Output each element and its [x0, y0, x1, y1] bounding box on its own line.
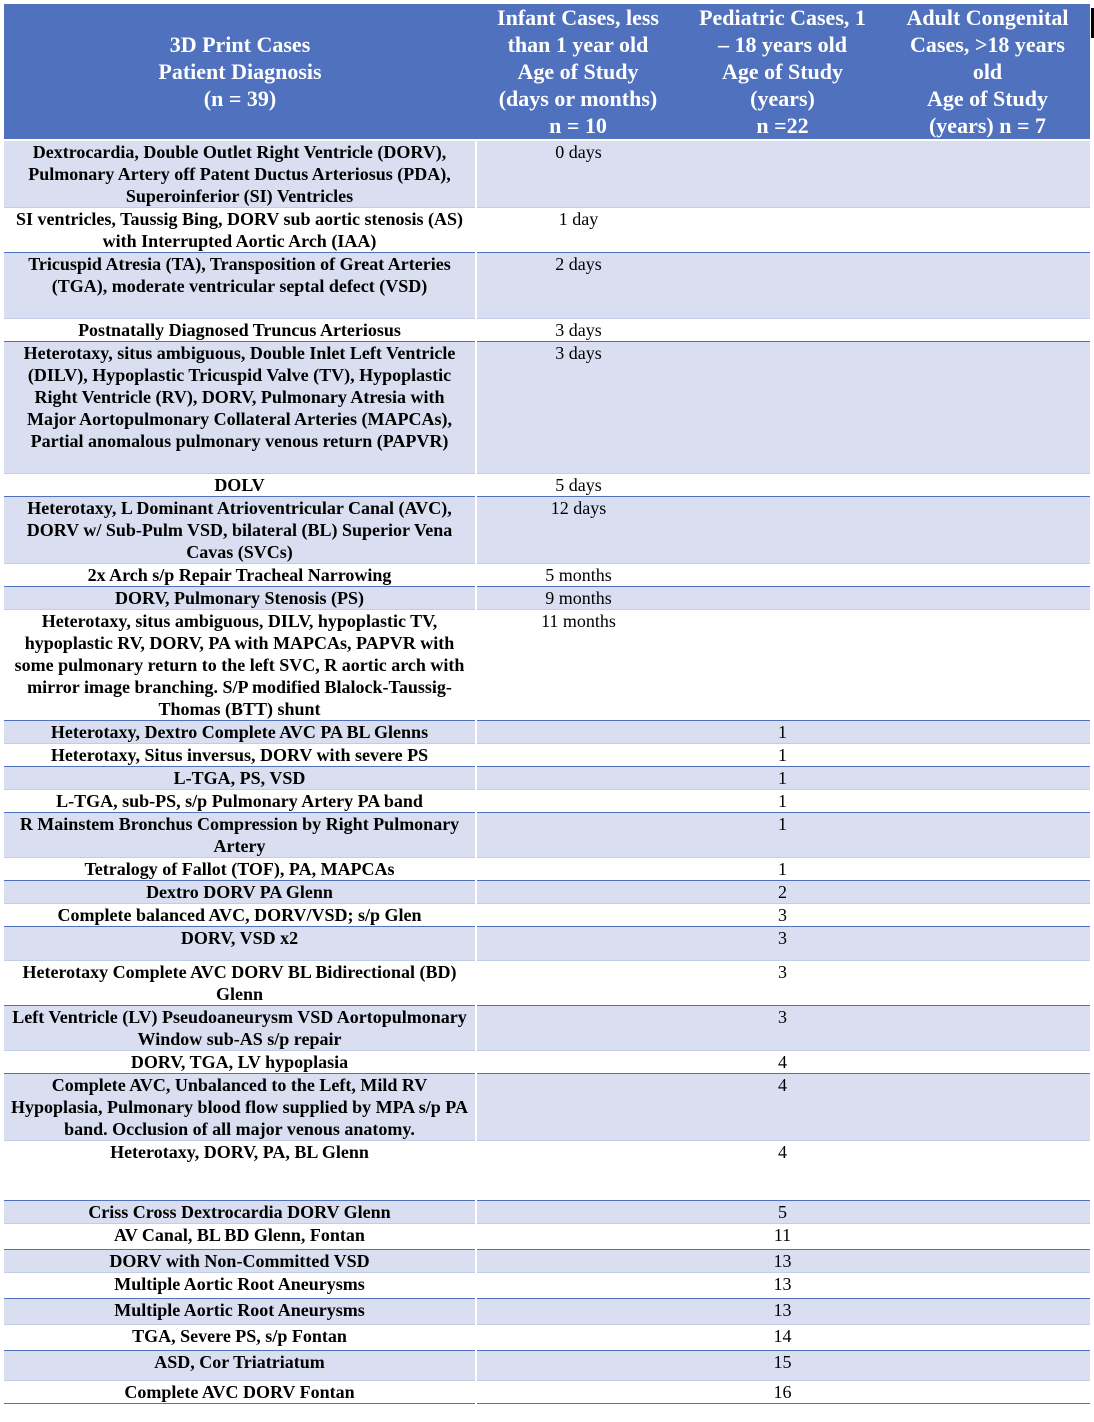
table-row: [4, 1325, 1090, 1351]
pediatric-age-cell: 4: [680, 1051, 885, 1074]
diagnosis-cell: DORV, VSD x2: [4, 927, 476, 961]
table-row: [4, 140, 1090, 208]
table-row: [4, 1074, 1090, 1141]
table-row: [4, 961, 1090, 1006]
infant-age-cell: [476, 1273, 680, 1299]
table-row: [4, 1141, 1090, 1201]
table-header: [4, 4, 1090, 140]
infant-age-cell: [476, 813, 680, 858]
diagnosis-cell: ASD, Cor Triatriatum: [4, 1351, 476, 1381]
adult-age-cell: [885, 253, 1090, 319]
table-row: [4, 1381, 1090, 1404]
table-row: [4, 927, 1090, 961]
infant-age-cell: [476, 1201, 680, 1224]
cases-table: [4, 4, 1090, 1404]
table-row: [4, 564, 1090, 587]
table-row: [4, 497, 1090, 564]
table-row: [4, 1250, 1090, 1273]
pediatric-age-cell: [680, 140, 885, 208]
diagnosis-cell: DORV with Non-Committed VSD: [4, 1250, 476, 1273]
adult-age-cell: [885, 1351, 1090, 1381]
adult-age-cell: [885, 610, 1090, 721]
adult-age-cell: [885, 790, 1090, 813]
adult-age-cell: [885, 927, 1090, 961]
diagnosis-cell: Dextrocardia, Double Outlet Right Ventricle (DORV), Pulmonary Artery off Patent Ductus Arteriosus (PDA), Superoinferior (SI) Ventricles: [4, 140, 476, 208]
infant-age-cell: 5 months: [476, 564, 680, 587]
diagnosis-cell: TGA, Severe PS, s/p Fontan: [4, 1325, 476, 1351]
diagnosis-cell: Multiple Aortic Root Aneurysms: [4, 1299, 476, 1325]
header-diagnosis: 3D Print Cases Patient Diagnosis (n = 39): [4, 4, 476, 140]
infant-age-cell: [476, 961, 680, 1006]
infant-age-cell: [476, 904, 680, 927]
adult-age-cell: [885, 904, 1090, 927]
table-row: [4, 813, 1090, 858]
pediatric-age-cell: 3: [680, 1006, 885, 1051]
infant-age-cell: 12 days: [476, 497, 680, 564]
pediatric-age-cell: 1: [680, 813, 885, 858]
infant-age-cell: 3 days: [476, 342, 680, 474]
diagnosis-cell: Tricuspid Atresia (TA), Transposition of Great Arteries (TGA), moderate ventricular septal defect (VSD): [4, 253, 476, 319]
infant-age-cell: [476, 1351, 680, 1381]
adult-age-cell: [885, 1074, 1090, 1141]
adult-age-cell: [885, 858, 1090, 881]
infant-age-cell: [476, 1325, 680, 1351]
infant-age-cell: [476, 744, 680, 767]
pediatric-age-cell: [680, 208, 885, 253]
diagnosis-cell: Complete balanced AVC, DORV/VSD; s/p Glen: [4, 904, 476, 927]
pediatric-age-cell: 13: [680, 1250, 885, 1273]
table-row: [4, 1351, 1090, 1381]
adult-age-cell: [885, 1224, 1090, 1250]
adult-age-cell: [885, 140, 1090, 208]
table-row: [4, 744, 1090, 767]
adult-age-cell: [885, 474, 1090, 497]
pediatric-age-cell: 3: [680, 904, 885, 927]
diagnosis-cell: Postnatally Diagnosed Truncus Arteriosus: [4, 319, 476, 342]
infant-age-cell: [476, 927, 680, 961]
diagnosis-cell: Heterotaxy, Dextro Complete AVC PA BL Glenns: [4, 721, 476, 744]
pediatric-age-cell: 2: [680, 881, 885, 904]
adult-age-cell: [885, 1299, 1090, 1325]
table-row: [4, 1224, 1090, 1250]
adult-age-cell: [885, 1051, 1090, 1074]
adult-age-cell: [885, 342, 1090, 474]
table-row: [4, 587, 1090, 610]
table-row: [4, 1006, 1090, 1051]
pediatric-age-cell: 1: [680, 721, 885, 744]
infant-age-cell: 11 months: [476, 610, 680, 721]
adult-age-cell: [885, 744, 1090, 767]
adult-age-cell: [885, 813, 1090, 858]
adult-age-cell: [885, 1381, 1090, 1404]
infant-age-cell: [476, 858, 680, 881]
adult-age-cell: [885, 721, 1090, 744]
diagnosis-cell: Complete AVC, Unbalanced to the Left, Mild RV Hypoplasia, Pulmonary blood flow supplied by MPA s/p PA band. Occlusion of all major venous anatomy.: [4, 1074, 476, 1141]
diagnosis-cell: L-TGA, PS, VSD: [4, 767, 476, 790]
diagnosis-cell: Heterotaxy, DORV, PA, BL Glenn: [4, 1141, 476, 1201]
pediatric-age-cell: [680, 319, 885, 342]
table-row: [4, 208, 1090, 253]
infant-age-cell: [476, 790, 680, 813]
diagnosis-cell: Dextro DORV PA Glenn: [4, 881, 476, 904]
diagnosis-cell: DORV, Pulmonary Stenosis (PS): [4, 587, 476, 610]
adult-age-cell: [885, 1250, 1090, 1273]
infant-age-cell: [476, 1141, 680, 1201]
infant-age-cell: [476, 721, 680, 744]
table-row: [4, 904, 1090, 927]
pediatric-age-cell: 3: [680, 927, 885, 961]
pediatric-age-cell: 4: [680, 1074, 885, 1141]
infant-age-cell: [476, 881, 680, 904]
pediatric-age-cell: 16: [680, 1381, 885, 1404]
diagnosis-cell: L-TGA, sub-PS, s/p Pulmonary Artery PA band: [4, 790, 476, 813]
adult-age-cell: [885, 881, 1090, 904]
adult-age-cell: [885, 961, 1090, 1006]
infant-age-cell: 3 days: [476, 319, 680, 342]
pediatric-age-cell: [680, 610, 885, 721]
diagnosis-cell: AV Canal, BL BD Glenn, Fontan: [4, 1224, 476, 1250]
table-row: [4, 342, 1090, 474]
header-infant: Infant Cases, less than 1 year old Age of Study (days or months) n = 10: [476, 4, 680, 140]
pediatric-age-cell: 14: [680, 1325, 885, 1351]
infant-age-cell: [476, 1006, 680, 1051]
pediatric-age-cell: 15: [680, 1351, 885, 1381]
adult-age-cell: [885, 1325, 1090, 1351]
table-row: [4, 610, 1090, 721]
diagnosis-cell: R Mainstem Bronchus Compression by Right Pulmonary Artery: [4, 813, 476, 858]
table-body: [4, 140, 1090, 1404]
pediatric-age-cell: 5: [680, 1201, 885, 1224]
pediatric-age-cell: [680, 497, 885, 564]
infant-age-cell: [476, 1250, 680, 1273]
pediatric-age-cell: 13: [680, 1299, 885, 1325]
adult-age-cell: [885, 767, 1090, 790]
adult-age-cell: [885, 1273, 1090, 1299]
table-row: [4, 1299, 1090, 1325]
table-row: [4, 319, 1090, 342]
diagnosis-cell: 2x Arch s/p Repair Tracheal Narrowing: [4, 564, 476, 587]
adult-age-cell: [885, 319, 1090, 342]
diagnosis-cell: DORV, TGA, LV hypoplasia: [4, 1051, 476, 1074]
adult-age-cell: [885, 1141, 1090, 1201]
pediatric-age-cell: 4: [680, 1141, 885, 1201]
pediatric-age-cell: 1: [680, 767, 885, 790]
header-adult: Adult Congenital Cases, >18 years old Age of Study (years) n = 7: [885, 4, 1090, 140]
infant-age-cell: 2 days: [476, 253, 680, 319]
pediatric-age-cell: 1: [680, 858, 885, 881]
infant-age-cell: [476, 1299, 680, 1325]
pediatric-age-cell: [680, 253, 885, 319]
table-row: [4, 721, 1090, 744]
adult-age-cell: [885, 564, 1090, 587]
pediatric-age-cell: 1: [680, 790, 885, 813]
diagnosis-cell: Criss Cross Dextrocardia DORV Glenn: [4, 1201, 476, 1224]
diagnosis-cell: Left Ventricle (LV) Pseudoaneurysm VSD Aortopulmonary Window sub-AS s/p repair: [4, 1006, 476, 1051]
diagnosis-cell: Heterotaxy, situs ambiguous, DILV, hypoplastic TV, hypoplastic RV, DORV, PA with MAPCAs, PAPVR with some pulmonary return to the left SVC, R aortic arch with mirror image branching. S/P modified Blalock-Taussig-Thomas (BTT) shunt: [4, 610, 476, 721]
adult-age-cell: [885, 1201, 1090, 1224]
pediatric-age-cell: [680, 587, 885, 610]
diagnosis-cell: Heterotaxy, situs ambiguous, Double Inlet Left Ventricle (DILV), Hypoplastic Tricuspid Valve (TV), Hypoplastic Right Ventricle (RV), DORV, Pulmonary Atresia with Major Aortopulmonary Collateral Arteries (MAPCAs), Partial anomalous pulmonary venous return (PAPVR): [4, 342, 476, 474]
table-row: [4, 474, 1090, 497]
diagnosis-cell: Complete AVC DORV Fontan: [4, 1381, 476, 1404]
diagnosis-cell: Heterotaxy, Situs inversus, DORV with severe PS: [4, 744, 476, 767]
adult-age-cell: [885, 208, 1090, 253]
adult-age-cell: [885, 587, 1090, 610]
infant-age-cell: [476, 1074, 680, 1141]
infant-age-cell: [476, 1051, 680, 1074]
pediatric-age-cell: 1: [680, 744, 885, 767]
diagnosis-cell: Tetralogy of Fallot (TOF), PA, MAPCAs: [4, 858, 476, 881]
table-row: [4, 1201, 1090, 1224]
pediatric-age-cell: 3: [680, 961, 885, 1006]
table-row: [4, 253, 1090, 319]
pediatric-age-cell: [680, 342, 885, 474]
table-row: [4, 881, 1090, 904]
diagnosis-cell: SI ventricles, Taussig Bing, DORV sub aortic stenosis (AS) with Interrupted Aortic Arch (IAA): [4, 208, 476, 253]
table-row: [4, 1051, 1090, 1074]
pediatric-age-cell: [680, 564, 885, 587]
diagnosis-cell: Heterotaxy Complete AVC DORV BL Bidirectional (BD) Glenn: [4, 961, 476, 1006]
infant-age-cell: 0 days: [476, 140, 680, 208]
infant-age-cell: [476, 1224, 680, 1250]
infant-age-cell: 9 months: [476, 587, 680, 610]
diagnosis-cell: DOLV: [4, 474, 476, 497]
infant-age-cell: 1 day: [476, 208, 680, 253]
header-pediatric: Pediatric Cases, 1 – 18 years old Age of Study (years) n =22: [680, 4, 885, 140]
pediatric-age-cell: 11: [680, 1224, 885, 1250]
header-row: [4, 4, 1090, 140]
cases-table-wrapper: [4, 4, 1090, 1404]
infant-age-cell: [476, 767, 680, 790]
table-row: [4, 1273, 1090, 1299]
diagnosis-cell: Multiple Aortic Root Aneurysms: [4, 1273, 476, 1299]
infant-age-cell: [476, 1381, 680, 1404]
adult-age-cell: [885, 497, 1090, 564]
pediatric-age-cell: 13: [680, 1273, 885, 1299]
adult-age-cell: [885, 1006, 1090, 1051]
table-row: [4, 858, 1090, 881]
infant-age-cell: 5 days: [476, 474, 680, 497]
table-row: [4, 767, 1090, 790]
diagnosis-cell: Heterotaxy, L Dominant Atrioventricular Canal (AVC), DORV w/ Sub-Pulm VSD, bilateral (BL) Superior Vena Cavas (SVCs): [4, 497, 476, 564]
table-row: [4, 790, 1090, 813]
pediatric-age-cell: [680, 474, 885, 497]
